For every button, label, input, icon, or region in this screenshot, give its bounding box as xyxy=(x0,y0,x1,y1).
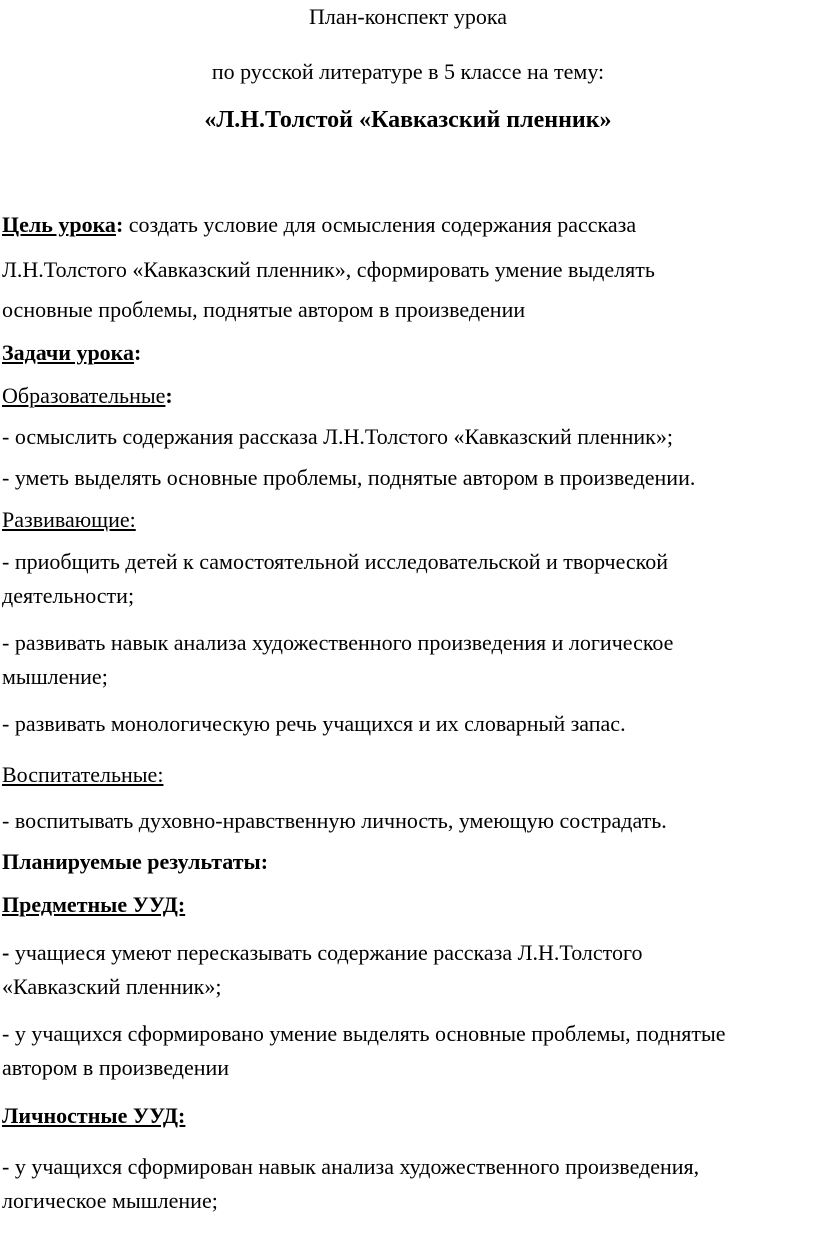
goal-text1: создать условие для осмысления содержания рассказа xyxy=(123,212,637,237)
subject-item-2b: автором в произведении xyxy=(2,1055,230,1080)
developing-item-1b: деятельности; xyxy=(2,583,135,608)
goal-line2: Л.Н.Толстого «Кавказский пленник», сформировать умение выделять xyxy=(2,257,655,282)
tasks-colon: : xyxy=(134,340,142,365)
educational-colon: : xyxy=(165,383,173,408)
goal-label: Цель урока xyxy=(2,212,116,237)
personal-uud-heading: Личностные УУД: xyxy=(2,1103,186,1128)
educational-label: Образовательные xyxy=(2,383,166,408)
developing-item-2a: - развивать навык анализа художественного произведения и логическое xyxy=(2,630,674,655)
subject-item-1-dash: - xyxy=(2,940,10,965)
subject-item-1a xyxy=(2,940,642,966)
personal-item-1a: - у учащихся сформирован навык анализа художественного произведения, xyxy=(2,1154,700,1179)
tasks-heading xyxy=(2,340,141,366)
upbringing-label: Воспитательные: xyxy=(2,762,164,787)
goal-line1 xyxy=(2,212,636,238)
educational-heading xyxy=(2,383,173,409)
goal-colon: : xyxy=(115,212,124,237)
doc-title-line2: по русской литературе в 5 классе на тему: xyxy=(211,59,605,84)
goal-line3: основные проблемы, поднятые автором в произведении xyxy=(2,297,526,322)
subject-item-1-text: учащиеся умеют пересказывать содержание рассказа Л.Н.Толстого xyxy=(9,940,643,965)
subject-uud-heading: Предметные УУД: xyxy=(2,892,186,917)
developing-item-3: - развивать монологическую речь учащихся и их словарный запас. xyxy=(2,711,626,736)
tasks-label: Задачи урока xyxy=(2,340,135,365)
subject-item-1b: «Кавказский пленник»; xyxy=(2,974,222,999)
developing-label: Развивающие: xyxy=(2,507,136,532)
subject-item-2a: - у учащихся сформировано умение выделять основные проблемы, поднятые xyxy=(2,1021,726,1046)
developing-item-2b: мышление; xyxy=(2,664,108,689)
educational-item-1: - осмыслить содержания рассказа Л.Н.Толстого «Кавказский пленник»; xyxy=(2,424,673,449)
upbringing-item-1: - воспитывать духовно-нравственную личность, умеющую сострадать. xyxy=(2,808,667,833)
doc-title-topic: «Л.Н.Толстой «Кавказский пленник» xyxy=(204,107,612,133)
personal-item-1b: логическое мышление; xyxy=(2,1188,218,1213)
developing-item-1a: - приобщить детей к самостоятельной исследовательской и творческой xyxy=(2,549,669,574)
results-heading: Планируемые результаты: xyxy=(2,849,269,874)
doc-title-line1: План-конспект урока xyxy=(308,4,507,29)
educational-item-2: - уметь выделять основные проблемы, поднятые автором в произведении. xyxy=(2,465,696,490)
